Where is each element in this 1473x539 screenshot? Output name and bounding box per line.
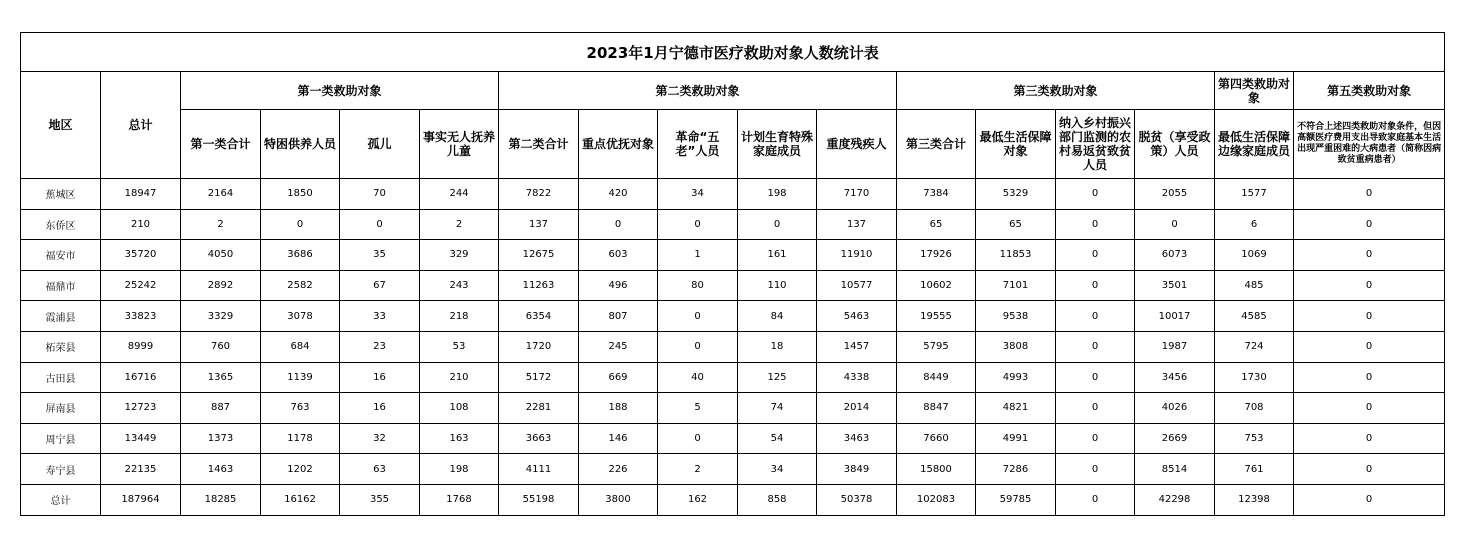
value-cell: 198: [738, 179, 817, 210]
value-cell: 3663: [499, 423, 579, 454]
value-cell: 12398: [1215, 484, 1294, 515]
value-cell: 11910: [817, 240, 897, 271]
value-cell: 1577: [1215, 179, 1294, 210]
subheader-cell: 第三类合计: [897, 110, 976, 179]
value-cell: 243: [420, 270, 499, 301]
value-cell: 0: [1056, 209, 1135, 240]
value-cell: 0: [1294, 240, 1445, 271]
value-cell: 2: [181, 209, 261, 240]
value-cell: 8847: [897, 393, 976, 424]
value-cell: 11263: [499, 270, 579, 301]
subheader-cell: 重度残疾人: [817, 110, 897, 179]
value-cell: 807: [579, 301, 658, 332]
header-cat5: 第五类救助对象: [1294, 72, 1445, 110]
value-cell: 329: [420, 240, 499, 271]
value-cell: 0: [1056, 362, 1135, 393]
value-cell: 0: [1056, 270, 1135, 301]
value-cell: 110: [738, 270, 817, 301]
header-region: 地区: [21, 72, 101, 179]
value-cell: 0: [658, 209, 738, 240]
value-cell: 3456: [1135, 362, 1215, 393]
value-cell: 19555: [897, 301, 976, 332]
value-cell: 35720: [101, 240, 181, 271]
value-cell: 198: [420, 454, 499, 485]
value-cell: 5795: [897, 331, 976, 362]
value-cell: 3849: [817, 454, 897, 485]
value-cell: 2281: [499, 393, 579, 424]
value-cell: 6073: [1135, 240, 1215, 271]
value-cell: 163: [420, 423, 499, 454]
value-cell: 724: [1215, 331, 1294, 362]
value-cell: 0: [1056, 301, 1135, 332]
header-cat4: 第四类救助对象: [1215, 72, 1294, 110]
value-cell: 355: [340, 484, 420, 515]
value-cell: 485: [1215, 270, 1294, 301]
region-cell: 福安市: [21, 240, 101, 271]
value-cell: 84: [738, 301, 817, 332]
table-title: 2023年1月宁德市医疗救助对象人数统计表: [21, 33, 1445, 72]
table-row: [21, 301, 1445, 332]
value-cell: 9538: [976, 301, 1056, 332]
value-cell: 858: [738, 484, 817, 515]
value-cell: 4026: [1135, 393, 1215, 424]
value-cell: 0: [340, 209, 420, 240]
value-cell: 218: [420, 301, 499, 332]
header-cat1: 第一类救助对象: [181, 72, 499, 110]
table-row: [21, 331, 1445, 362]
value-cell: 33823: [101, 301, 181, 332]
value-cell: 0: [261, 209, 340, 240]
value-cell: 2892: [181, 270, 261, 301]
value-cell: 23: [340, 331, 420, 362]
value-cell: 4821: [976, 393, 1056, 424]
header-total: 总计: [101, 72, 181, 179]
value-cell: 137: [499, 209, 579, 240]
value-cell: 0: [1056, 331, 1135, 362]
value-cell: 1850: [261, 179, 340, 210]
value-cell: 7384: [897, 179, 976, 210]
value-cell: 0: [579, 209, 658, 240]
value-cell: 0: [1056, 179, 1135, 210]
value-cell: 18: [738, 331, 817, 362]
value-cell: 3078: [261, 301, 340, 332]
value-cell: 708: [1215, 393, 1294, 424]
value-cell: 420: [579, 179, 658, 210]
value-cell: 5329: [976, 179, 1056, 210]
table-row: [21, 362, 1445, 393]
value-cell: 245: [579, 331, 658, 362]
value-cell: 1069: [1215, 240, 1294, 271]
value-cell: 137: [817, 209, 897, 240]
value-cell: 0: [1294, 301, 1445, 332]
value-cell: 4993: [976, 362, 1056, 393]
value-cell: 34: [738, 454, 817, 485]
value-cell: 226: [579, 454, 658, 485]
value-cell: 244: [420, 179, 499, 210]
value-cell: 10602: [897, 270, 976, 301]
value-cell: 0: [1056, 240, 1135, 271]
value-cell: 0: [1294, 393, 1445, 424]
value-cell: 3686: [261, 240, 340, 271]
value-cell: 0: [738, 209, 817, 240]
subheader-cell: 第二类合计: [499, 110, 579, 179]
subheader-cell: 计划生育特殊家庭成员: [738, 110, 817, 179]
value-cell: 1720: [499, 331, 579, 362]
value-cell: 74: [738, 393, 817, 424]
region-cell: 总计: [21, 484, 101, 515]
value-cell: 1: [658, 240, 738, 271]
value-cell: 1463: [181, 454, 261, 485]
value-cell: 54: [738, 423, 817, 454]
region-cell: 寿宁县: [21, 454, 101, 485]
value-cell: 210: [101, 209, 181, 240]
value-cell: 1730: [1215, 362, 1294, 393]
value-cell: 753: [1215, 423, 1294, 454]
value-cell: 16: [340, 362, 420, 393]
value-cell: 125: [738, 362, 817, 393]
value-cell: 108: [420, 393, 499, 424]
value-cell: 65: [976, 209, 1056, 240]
value-cell: 34: [658, 179, 738, 210]
value-cell: 1139: [261, 362, 340, 393]
value-cell: 32: [340, 423, 420, 454]
value-cell: 1373: [181, 423, 261, 454]
subheader-cell: 不符合上述四类救助对象条件，但因高额医疗费用支出导致家庭基本生活出现严重困难的大病患者（简称因病致贫重病患者）: [1294, 110, 1445, 179]
value-cell: 70: [340, 179, 420, 210]
value-cell: 102083: [897, 484, 976, 515]
value-cell: 5463: [817, 301, 897, 332]
value-cell: 3808: [976, 331, 1056, 362]
value-cell: 65: [897, 209, 976, 240]
value-cell: 10017: [1135, 301, 1215, 332]
value-cell: 7822: [499, 179, 579, 210]
value-cell: 603: [579, 240, 658, 271]
table-row: [21, 179, 1445, 210]
value-cell: 3463: [817, 423, 897, 454]
value-cell: 5172: [499, 362, 579, 393]
value-cell: 1178: [261, 423, 340, 454]
value-cell: 12723: [101, 393, 181, 424]
value-cell: 669: [579, 362, 658, 393]
value-cell: 12675: [499, 240, 579, 271]
value-cell: 16: [340, 393, 420, 424]
value-cell: 2669: [1135, 423, 1215, 454]
value-cell: 1768: [420, 484, 499, 515]
value-cell: 2014: [817, 393, 897, 424]
value-cell: 18947: [101, 179, 181, 210]
value-cell: 63: [340, 454, 420, 485]
statistics-table: [20, 32, 1445, 516]
table-row: [21, 423, 1445, 454]
value-cell: 161: [738, 240, 817, 271]
region-cell: 福鼎市: [21, 270, 101, 301]
region-cell: 东侨区: [21, 209, 101, 240]
value-cell: 67: [340, 270, 420, 301]
value-cell: 10577: [817, 270, 897, 301]
value-cell: 3329: [181, 301, 261, 332]
subheader-cell: 脱贫（享受政策）人员: [1135, 110, 1215, 179]
value-cell: 1202: [261, 454, 340, 485]
value-cell: 7660: [897, 423, 976, 454]
header-cat2: 第二类救助对象: [499, 72, 897, 110]
value-cell: 15800: [897, 454, 976, 485]
table-row: [21, 240, 1445, 271]
value-cell: 162: [658, 484, 738, 515]
value-cell: 7101: [976, 270, 1056, 301]
value-cell: 188: [579, 393, 658, 424]
value-cell: 0: [658, 331, 738, 362]
value-cell: 0: [1294, 179, 1445, 210]
region-cell: 屏南县: [21, 393, 101, 424]
subheader-cell: 最低生活保障边缘家庭成员: [1215, 110, 1294, 179]
value-cell: 33: [340, 301, 420, 332]
value-cell: 16716: [101, 362, 181, 393]
table-row: [21, 270, 1445, 301]
value-cell: 22135: [101, 454, 181, 485]
subheader-cell: 孤儿: [340, 110, 420, 179]
value-cell: 0: [1056, 393, 1135, 424]
value-cell: 2: [420, 209, 499, 240]
value-cell: 5: [658, 393, 738, 424]
value-cell: 4111: [499, 454, 579, 485]
value-cell: 6354: [499, 301, 579, 332]
value-cell: 42298: [1135, 484, 1215, 515]
value-cell: 2164: [181, 179, 261, 210]
value-cell: 4338: [817, 362, 897, 393]
value-cell: 0: [1135, 209, 1215, 240]
value-cell: 1987: [1135, 331, 1215, 362]
value-cell: 6: [1215, 209, 1294, 240]
value-cell: 59785: [976, 484, 1056, 515]
value-cell: 0: [1294, 331, 1445, 362]
value-cell: 187964: [101, 484, 181, 515]
subheader-cell: 特困供养人员: [261, 110, 340, 179]
subheader-cell: 重点优抚对象: [579, 110, 658, 179]
value-cell: 8514: [1135, 454, 1215, 485]
value-cell: 2055: [1135, 179, 1215, 210]
value-cell: 13449: [101, 423, 181, 454]
table-row: [21, 454, 1445, 485]
value-cell: 4991: [976, 423, 1056, 454]
region-cell: 蕉城区: [21, 179, 101, 210]
subheader-cell: 事实无人抚养儿童: [420, 110, 499, 179]
value-cell: 887: [181, 393, 261, 424]
value-cell: 35: [340, 240, 420, 271]
value-cell: 80: [658, 270, 738, 301]
value-cell: 684: [261, 331, 340, 362]
value-cell: 50378: [817, 484, 897, 515]
value-cell: 18285: [181, 484, 261, 515]
value-cell: 8449: [897, 362, 976, 393]
value-cell: 4050: [181, 240, 261, 271]
region-cell: 周宁县: [21, 423, 101, 454]
subheader-cell: 革命“五老”人员: [658, 110, 738, 179]
value-cell: 3800: [579, 484, 658, 515]
value-cell: 210: [420, 362, 499, 393]
value-cell: 761: [1215, 454, 1294, 485]
value-cell: 496: [579, 270, 658, 301]
value-cell: 1365: [181, 362, 261, 393]
value-cell: 760: [181, 331, 261, 362]
region-cell: 柘荣县: [21, 331, 101, 362]
value-cell: 0: [1294, 454, 1445, 485]
value-cell: 8999: [101, 331, 181, 362]
value-cell: 2: [658, 454, 738, 485]
value-cell: 7286: [976, 454, 1056, 485]
value-cell: 25242: [101, 270, 181, 301]
value-cell: 0: [1294, 209, 1445, 240]
subheader-cell: 最低生活保障对象: [976, 110, 1056, 179]
header-cat3: 第三类救助对象: [897, 72, 1215, 110]
value-cell: 0: [1056, 454, 1135, 485]
value-cell: 0: [658, 423, 738, 454]
value-cell: 3501: [1135, 270, 1215, 301]
value-cell: 53: [420, 331, 499, 362]
table-row: [21, 484, 1445, 515]
value-cell: 0: [1056, 484, 1135, 515]
value-cell: 11853: [976, 240, 1056, 271]
region-cell: 霞浦县: [21, 301, 101, 332]
value-cell: 40: [658, 362, 738, 393]
value-cell: 7170: [817, 179, 897, 210]
value-cell: 0: [658, 301, 738, 332]
subheader-cell: 纳入乡村振兴部门监测的农村易返贫致贫人员: [1056, 110, 1135, 179]
value-cell: 0: [1294, 484, 1445, 515]
value-cell: 146: [579, 423, 658, 454]
subheader-cell: 第一类合计: [181, 110, 261, 179]
table-row: [21, 209, 1445, 240]
value-cell: 16162: [261, 484, 340, 515]
table-row: [21, 393, 1445, 424]
region-cell: 古田县: [21, 362, 101, 393]
value-cell: 763: [261, 393, 340, 424]
value-cell: 0: [1294, 423, 1445, 454]
value-cell: 1457: [817, 331, 897, 362]
value-cell: 0: [1056, 423, 1135, 454]
value-cell: 0: [1294, 270, 1445, 301]
value-cell: 55198: [499, 484, 579, 515]
value-cell: 17926: [897, 240, 976, 271]
value-cell: 4585: [1215, 301, 1294, 332]
value-cell: 0: [1294, 362, 1445, 393]
value-cell: 2582: [261, 270, 340, 301]
